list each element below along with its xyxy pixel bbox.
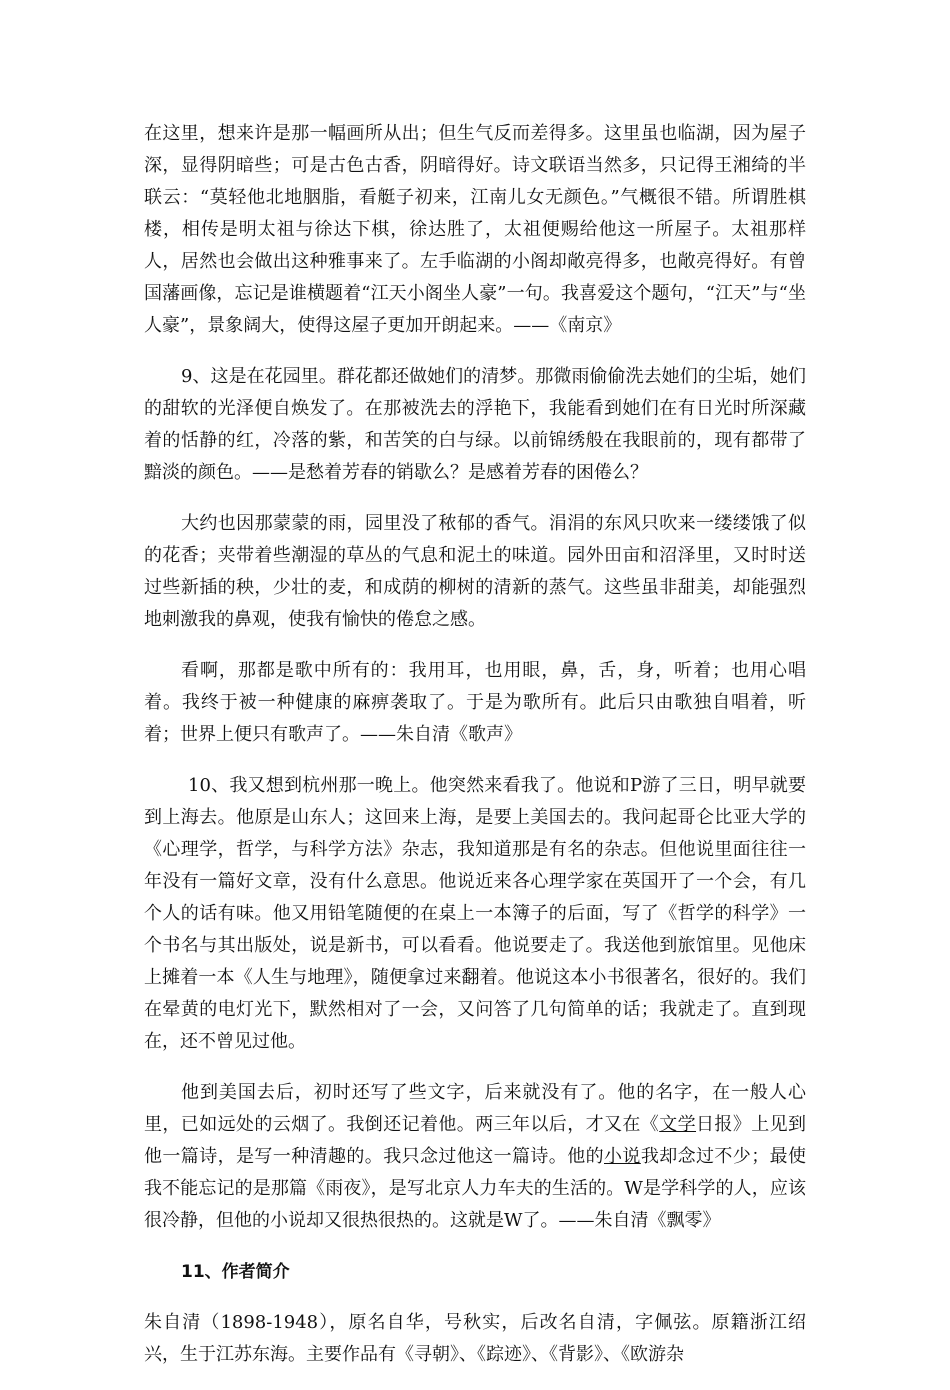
link-xiaoshuo[interactable]: 小说 [604,1146,641,1167]
paragraph-text-c: 我却念过不少；最使我不能忘记的是那篇《雨夜》，是写北京人力车夫的生活的。W是学科学的人，应该很冷静，但他的小说却又很热很热的。这就是W了。——朱自清《飘零》 [144,1146,807,1231]
paragraph-9: 9、这是在花园里。群花都还做她们的清梦。那微雨偷偷洗去她们的尘垢，她们的甜软的光泽便自焕发了。在那被洗去的浮艳下，我能看到她们在有日光时所深藏着的恬静的红，冷落的紫，和苦笑的白与绿。以前锦绣般在我眼前的，现有都带了黯淡的颜色。——是愁着芳春的销歇么？是感着芳春的困倦么？ [144,366,806,483]
section-heading-author: 11、作者简介 [181,1262,290,1282]
paragraph-song: 看啊，那都是歌中所有的：我用耳，也用眼，鼻，舌，身，听着；也用心唱着。我终于被一种健康的麻痹袭取了。于是为歌所有。此后只由歌独自唱着，听着；世界上便只有歌声了。——朱自清《歌声》 [144,660,806,745]
paragraph-piaoling [144,1077,806,1237]
paragraph-nanjing: 在这里，想来许是那一幅画所从出；但生气反而差得多。这里虽也临湖，因为屋子深，显得阴暗些；可是古色古香，阴暗得好。诗文联语当然多，只记得王湘绮的半联云：“莫轻他北地胭脂，看艇子初来，江南儿女无颜色。”气概很不错。所谓胜棋楼，相传是明太祖与徐达下棋，徐达胜了，太祖便赐给他这一所屋子。太祖那样人，居然也会做出这种雅事来了。左手临湖的小阁却敞亮得多，也敞亮得好。有曾国藩画像，忘记是谁横题着“江天小阁坐人豪”一句。我喜爱这个题句，“江天”与“坐人豪”，景象阔大，使得这屋子更加开朗起来。——《南京》 [144,123,806,336]
paragraph-10: 10、我又想到杭州那一晚上。他突然来看我了。他说和P游了三日，明早就要到上海去。他原是山东人；这回来上海，是要上美国去的。我问起哥仑比亚大学的《心理学，哲学，与科学方法》杂志，我知道那是有名的杂志。但他说里面往往一年没有一篇好文章，没有什么意思。他说近来各心理学家在英国开了一个会，有几个人的话有味。他又用铅笔随便的在桌上一本簿子的后面，写了《哲学的科学》一个书名与其出版处，说是新书，可以看看。他说要走了。我送他到旅馆里。见他床上摊着一本《人生与地理》，随便拿过来翻着。他说这本小书很著名，很好的。我们在晕黄的电灯光下，默然相对了一会，又问答了几句简单的话；我就走了。直到现在，还不曾见过他。 [144,775,806,1052]
link-wenxue[interactable]: 文学 [659,1114,697,1135]
paragraph-text-b: 日报》上见到他一篇诗，是写一种清趣的。我只念过他这一篇诗。他的 [144,1114,807,1167]
document-body [144,118,806,1390]
paragraph-author-intro: 朱自清（1898-1948），原名自华，号秋实，后改名自清，字佩弦。原籍浙江绍兴，生于江苏东海。主要作品有《寻朝》、《踪迹》、《背影》、《欧游杂 [144,1312,806,1365]
paragraph-garden-rain: 大约也因那蒙蒙的雨，园里没了秾郁的香气。涓涓的东风只吹来一缕缕饿了似的花香；夹带着些潮湿的草丛的气息和泥土的味道。园外田亩和沼泽里，又时时送过些新插的秧，少壮的麦，和成荫的柳树的清新的蒸气。这些虽非甜美，却能强烈地刺激我的鼻观，使我有愉快的倦怠之感。 [144,513,806,630]
paragraph-text-a: 他到美国去后，初时还写了些文字，后来就没有了。他的名字，在一般人心里，已如远处的云烟了。我倒还记着他。两三年以后，才又在《 [144,1082,806,1135]
